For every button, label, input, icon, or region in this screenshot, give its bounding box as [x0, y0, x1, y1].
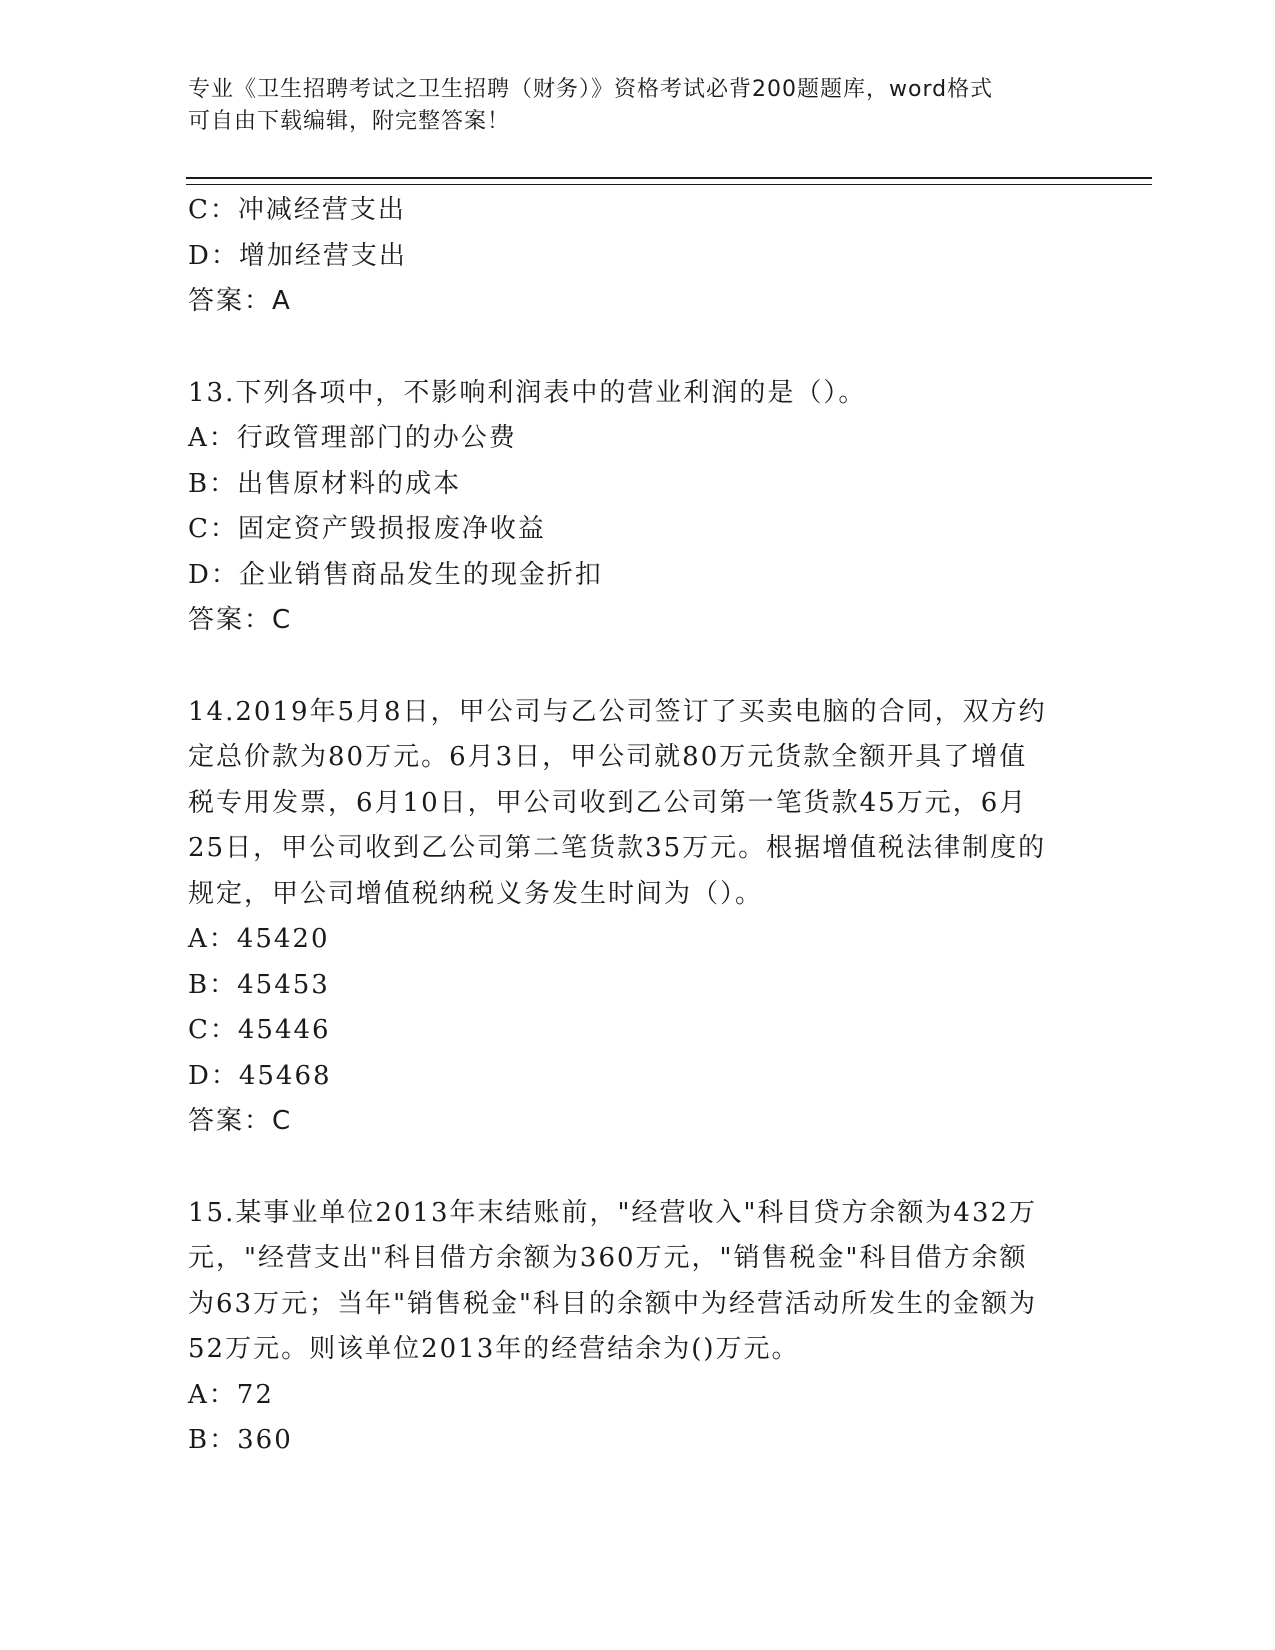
question-15 [188, 1191, 1088, 1464]
answer: 答案：C [188, 605, 293, 635]
question-13 [188, 371, 1088, 644]
header-title-line-2: 可自由下载编辑，附完整答案！ [188, 109, 511, 134]
option-a: A：行政管理部门的办公费 [188, 423, 517, 453]
header-divider [186, 177, 1152, 185]
question-stem: 13.下列各项中，不影响利润表中的营业利润的是（）。 [188, 377, 867, 408]
option-b: B：出售原材料的成本 [188, 468, 462, 499]
option-a: A：72 [188, 1379, 274, 1410]
spacer [188, 644, 1088, 690]
question-list [188, 188, 1088, 1464]
option-c: C：固定资产毁损报废净收益 [188, 514, 546, 544]
option-a: A：45420 [188, 924, 330, 954]
option-c: C：45446 [188, 1015, 331, 1045]
stem-line: 定总价款为80万元。6月3日，甲公司就80万元货款全额开具了增值 [188, 742, 1028, 772]
stem-line: 规定，甲公司增值税纳税义务发生时间为（）。 [188, 878, 764, 909]
spacer [188, 325, 1088, 371]
header-title-line-1: 专业《卫生招聘考试之卫生招聘（财务）》资格考试必背200题题库，word格式 [188, 77, 994, 102]
option-c: C：冲减经营支出 [188, 195, 406, 225]
option-b: B：360 [188, 1425, 293, 1455]
spacer [188, 1145, 1088, 1191]
question-12 [188, 188, 1088, 325]
answer: 答案：C [188, 1106, 293, 1136]
option-b: B：45453 [188, 969, 330, 1000]
option-d: D：企业销售商品发生的现金折扣 [188, 559, 603, 590]
stem-line: 52万元。则该单位2013年的经营结余为()万元。 [188, 1334, 800, 1364]
option-d: D：45468 [188, 1060, 332, 1091]
option-d: D：增加经营支出 [188, 240, 407, 271]
stem-line: 14.2019年5月8日，甲公司与乙公司签订了买卖电脑的合同，双方约 [188, 696, 1047, 727]
stem-line: 元，"经营支出"科目借方余额为360万元，"销售税金"科目借方余额 [188, 1243, 1028, 1273]
stem-line: 15.某事业单位2013年末结账前，"经营收入"科目贷方余额为432万 [188, 1197, 1038, 1228]
page-header [188, 74, 1088, 138]
stem-line: 为63万元；当年"销售税金"科目的余额中为经营活动所发生的金额为 [188, 1288, 1038, 1319]
question-14 [188, 690, 1088, 1145]
stem-line: 税专用发票，6月10日，甲公司收到乙公司第一笔货款45万元，6月 [188, 787, 1028, 818]
stem-line: 25日，甲公司收到乙公司第二笔货款35万元。根据增值税法律制度的 [188, 833, 1047, 863]
question-stem [188, 690, 1088, 918]
question-stem [188, 1191, 1088, 1373]
answer: 答案：A [188, 286, 292, 316]
